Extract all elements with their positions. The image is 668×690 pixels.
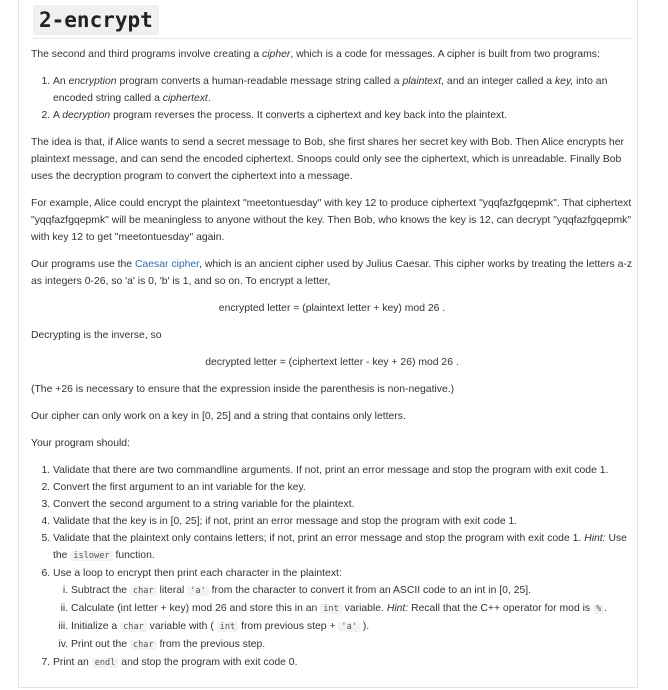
intro-paragraph: The second and third programs involve creating a cipher, which is a code for messages. A cipher is built from two programs: [31,49,600,60]
list-item: 4. Validate that the key is in [0, 25]; if not, print an error message and stop the program with exit code 1. [53,513,633,530]
encrypt-formula: encrypted letter = (plaintext letter + key) mod 26 . [218,303,446,314]
list-item: i. Subtract the char literal 'a' from the character to convert it from an ASCII code to an int in [0, 25]. [71,582,633,600]
list-item: 1. Validate that there are two commandline arguments. If not, print an error message and stop the program with exit code 1. [53,462,633,479]
document-body [31,46,633,682]
decrypting-text: Decrypting is the inverse, so [31,330,162,341]
programs-list [31,73,633,124]
caesar-cipher-link[interactable]: Caesar cipher [134,259,200,270]
steps-list [31,462,633,672]
caesar-paragraph: Our programs use the Caesar cipher, which is an ancient cipher used by Julius Caesar. This cipher works by treating the letters a-z as integers 0-26, so 'a' is 0, 'b' is 1, and so on. To encrypt a letter, [31,259,633,287]
page-title: 2-encrypt [33,5,159,35]
plus26-note: (The +26 is necessary to ensure that the expression inside the parenthesis is non-negative.) [31,384,455,395]
list-item: iii. Initialize a char variable with ( int from previous step + 'a' ). [71,618,633,636]
decrypt-formula: decrypted letter = (ciphertext letter - key + 26) mod 26 . [205,357,459,368]
list-item: 2. A decryption program reverses the process. It converts a ciphertext and key back into the plaintext. [53,107,633,124]
title-divider [31,38,631,39]
constraint-paragraph: Our cipher can only work on a key in [0, 25] and a string that contains only letters. [31,411,406,422]
list-item: 3. Convert the second argument to a string variable for the plaintext. [53,496,633,513]
list-item: ii. Calculate (int letter + key) mod 26 and store this in an int variable. Hint: Recall that the C++ operator for mod is % . [71,600,633,618]
list-item: 7. Print an endl and stop the program with exit code 0. [53,654,633,672]
example-paragraph: For example, Alice could encrypt the plaintext "meetontuesday" with key 12 to produce ciphertext "yqqfazfgqepmk". That ciphertext "yqqfazfgqepmk" will be meaningless to anyone without the key. Then Bob, who knows the key is 12, can decrypt "yqqfazfgqepmk" with key 12 to get "meetontuesday" again. [31,198,632,243]
document-page [18,0,638,688]
code-endl: endl [92,658,119,668]
list-item: 2. Convert the first argument to an int variable for the key. [53,479,633,496]
code-islower: islower [70,551,112,561]
list-item: 1. An encryption program converts a human-readable message string called a plaintext, and an integer called a key, into an encoded string called a ciphertext. [53,73,633,107]
loop-substeps [53,582,633,654]
idea-paragraph: The idea is that, if Alice wants to send a secret message to Bob, she first shares her secret key with Bob. Then Alice encrypts her plaintext message, and can send the encoded ciphertext. Snoops could only see the ciphertext, which is unreadable. Finally Bob uses the decryption program to convert the ciphertext into a message. [31,137,624,182]
list-item: 6. Use a loop to encrypt then print each character in the plaintext: i. Subtract the char literal 'a' from the character to convert it from an ASCII code to an int in [0, 25]. ii. Calculate (int letter + key) mod 26 and store this in an int variable. Hint: Recall that the C++ operator for mod is % . iii. Initialize a char variable with ( int from previous step + 'a' ). iv. Print out the char from the previous step. [53,565,633,654]
list-item: iv. Print out the char from the previous step. [71,636,633,654]
should-heading: Your program should: [31,438,130,449]
list-item: 5. Validate that the plaintext only contains letters; if not, print an error message and stop the program with exit code 1. Hint: Use the islower function. [53,530,633,565]
